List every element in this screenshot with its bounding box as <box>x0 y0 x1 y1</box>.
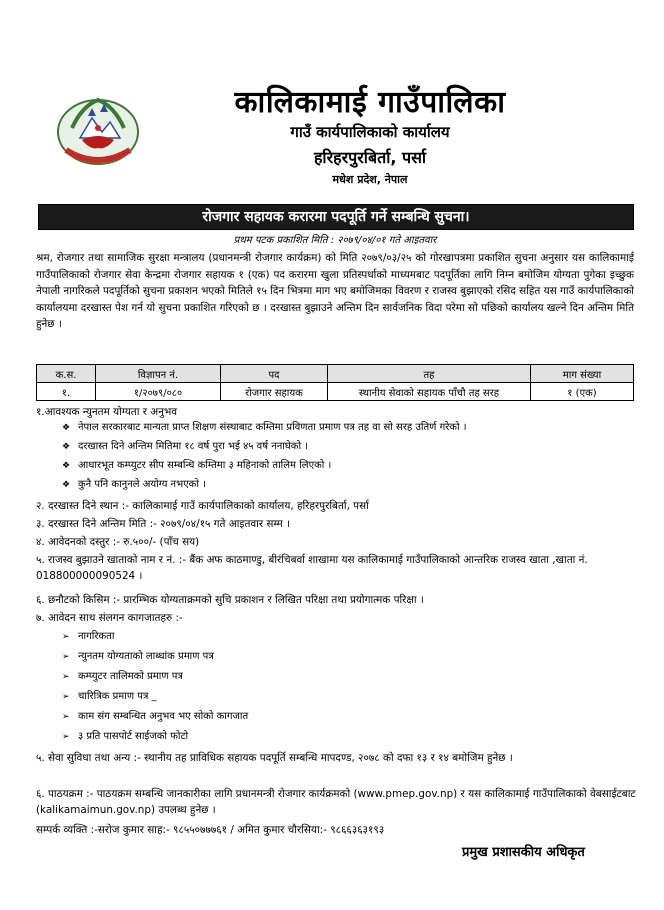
list-item-text: दरखास्त दिने अन्तिम मितिमा १८ वर्ष पुरा भई ४५ वर्ष ननाघेको । <box>78 441 309 452</box>
diamond-bullet-icon: ❖ <box>62 480 71 490</box>
list-item <box>62 440 308 454</box>
contact-person: सम्पर्क व्यक्ति :-सरोज कुमार साह:- ९८५५०७७७६१ / अमित कुमार चौरसिया:- ९८६६३६३१९३ <box>36 824 385 836</box>
list-item-text: ३ प्रति पासपोर्ट साईजको फोटो <box>78 731 189 742</box>
list-item <box>62 650 214 664</box>
column-header: पद <box>221 365 328 383</box>
list-item-text: न्युनतम योग्यताको लाब्धांक प्रमाण पत्र <box>78 651 214 662</box>
list-item-text: काम संग सम्बन्धित अनुभव भए सोको कागजात <box>78 711 249 722</box>
diamond-bullet-icon: ❖ <box>62 442 71 452</box>
revenue-account: ५. राजस्व बुझाउने खाताको नाम र नं. :- बैंक अफ काठमाण्डु, बीरंचिबर्वा शाखामा यस कालिकामाई गाउँपालिकाको आन्तरिक राजस्व खाता ,खाता नं. 018800000090524 । <box>36 554 588 582</box>
vacancy-table <box>36 364 634 401</box>
intro-paragraph: श्रम, रोजगार तथा सामाजिक सुरक्षा मन्त्रालय (प्रधानमन्त्री रोजगार कार्यक्रम) को मिति २०७९/०३/२५ को गोरखापत्रमा प्रकाशित सुचना अनुसार यस कालिकामाई गाउँपालिकाको रोजगार सेवा केन्द्रमा रोजगार सहायक १ (एक) पद करारमा खुला प्रतिस्पर्धाको माध्यमबाट पदपूर्तिका लागि निम्न बमोजिम योग्यता पुगेका इच्छुक नेपाली नागरिकले पदपूर्तिको सुचना प्रकाशन भएको मितिले १५ दिन भित्रमा माग भए बमोजिमका विवरण र राजस्व बुझाएको रसिद सहित यस गाउँ कार्यपालिकाको कार्यालयमा दरखास्त पेश गर्न यो सुचना प्रकाशित गरिएको छ । दरखास्त बुझाउने अन्तिम दिन सार्वजनिक विदा परेमा सो पछिको कार्यालय खल्ने दिन अन्तिम मिति हुनेछ । <box>36 252 634 331</box>
qualification-heading: १.आवश्यक न्युनतम योग्यता र अनुभव <box>36 406 178 418</box>
table-row <box>37 383 634 401</box>
list-item <box>62 730 188 744</box>
list-item <box>62 690 157 704</box>
arrow-bullet-icon: ➢ <box>62 732 70 742</box>
application-deadline: ३. दरखास्त दिने अन्तिम मिति :- २०७९/०४/१५ गते आइतवार सम्म । <box>36 518 291 530</box>
published-date: प्रथम पटक प्रकाशित मिति : २०७९/०४/०१ गते आइतवार <box>233 235 437 246</box>
table-cell: १ (एक) <box>531 383 634 401</box>
selection-method: ६. छनौटको किसिम :- प्रारम्भिक योग्यताक्रमको सुचि प्रकाशन र लिखित परिक्षा तथा प्रयोगात्मक परिक्षा । <box>36 594 424 606</box>
column-header: माग संख्या <box>531 365 634 383</box>
list-item <box>62 478 206 492</box>
table-header-row <box>37 365 634 383</box>
column-header: विज्ञापन नं. <box>96 365 221 383</box>
table-cell: १. <box>37 383 96 401</box>
table-cell: १/२०७९/०८० <box>96 383 221 401</box>
office-name: गाउँ कार्यपालिकाको कार्यालय <box>290 123 450 141</box>
list-item <box>62 459 331 473</box>
table-cell: रोजगार सहायक <box>221 383 328 401</box>
list-item-text: आधारभूत कम्प्युटर सीप सम्बन्धि कम्तिमा ३ महिनाको तालिम लिएको । <box>78 460 332 471</box>
arrow-bullet-icon: ➢ <box>62 632 70 642</box>
arrow-bullet-icon: ➢ <box>62 712 70 722</box>
list-item-text: नेपाल सरकारबाट मान्यता प्राप्त शिक्षण संस्थाबाट कम्तिमा प्रविणता प्रमाण पत्र तह वा सो सरह उतिर्ण गरेको । <box>78 422 467 433</box>
list-item-text: नागरिकता <box>78 631 115 642</box>
application-place: २. दरखास्त दिने स्थान :- कालिकामाई गाउँ कार्यपालिकाको कार्यालय, हरिहरपुरबिर्ता, पर्सा <box>36 500 369 512</box>
notice-banner: रोजगार सहायक करारमा पदपूर्ति गर्ने सम्बन्धि सुचना। <box>38 204 634 230</box>
signatory-title: प्रमुख प्रशासकीय अधिकृत <box>462 845 585 860</box>
column-header: तह <box>328 365 531 383</box>
municipality-title: कालिकामाई गाउँपालिका <box>234 85 506 120</box>
arrow-bullet-icon: ➢ <box>62 672 70 682</box>
table-cell: स्थानीय सेवाको सहायक पाँचौ तह सरह <box>328 383 531 401</box>
documents-heading: ७. आवेदन साथ संलगन कागजातहरु :- <box>36 612 183 624</box>
diamond-bullet-icon: ❖ <box>62 461 71 471</box>
list-item <box>62 670 183 684</box>
list-item <box>62 630 114 644</box>
province-name: मधेश प्रदेश, नेपाल <box>332 173 408 186</box>
column-header: क.स. <box>37 365 96 383</box>
list-item-text: कम्प्युटर तालिमको प्रमाण पत्र <box>78 671 183 682</box>
office-location: हरिहरपुरबिर्ता, पर्सा <box>313 148 427 167</box>
list-item-text: चारित्रिक प्रमाण पत्र _ <box>78 691 157 702</box>
arrow-bullet-icon: ➢ <box>62 692 70 702</box>
syllabus-info: ६. पाठयक्रम :- पाठयक्रम सम्बन्धि जानकारीका लागि प्रधानमन्त्री रोजगार कार्यक्रमको (www.pmep.gov.np) र यस कालिकामाई गाउँपालिकाको वेबसाईटबाट (kalikamaimun.gov.np) उपलब्ध हुनेछ । <box>36 788 636 816</box>
nepal-emblem-icon <box>52 88 144 168</box>
list-item-text: कुनै पनि कानुनले अयोग्य नभएको । <box>78 479 206 490</box>
service-facilities: ५. सेवा सुविधा तथा अन्य :- स्थानीय तह प्राविधिक सहायक पदपूर्ति सम्बन्धि मापदण्ड, २०७८ को दफा १३ र १४ बमोजिम हुनेछ । <box>36 752 513 764</box>
arrow-bullet-icon: ➢ <box>62 652 70 662</box>
list-item <box>62 421 467 435</box>
diamond-bullet-icon: ❖ <box>62 423 71 433</box>
application-fee: ४. आवेदनको दस्तुर :- रु.५००/- (पाँच सय) <box>36 536 200 548</box>
list-item <box>62 710 248 724</box>
